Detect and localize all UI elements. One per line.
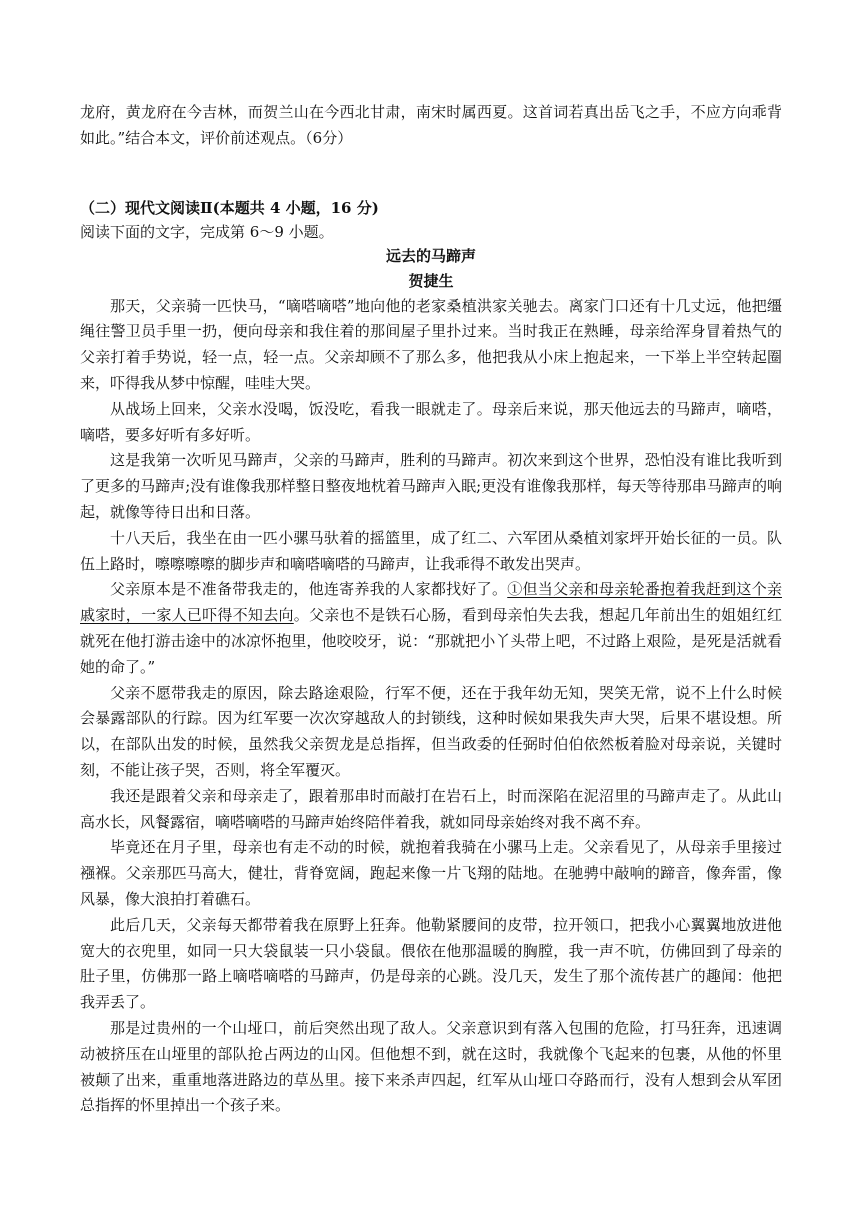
- paragraph-1: 那天，父亲骑一匹快马，“嘀嗒嘀嗒”地向他的老家桑植洪家关驰去。离家门口还有十几丈远，他把缰绳往警卫员手里一扔，便向母亲和我住着的那间屋子里扑过来。当时我正在熟睡，母亲给浑身冒着热气的父亲打着手势说，轻一点，轻一点。父亲却顾不了那么多，他把我从小床上抱起来，一下举上半空转起圈来，吓得我从梦中惊醒，哇哇大哭。: [80, 296, 782, 392]
- paragraph-7: 我还是跟着父亲和母亲走了，跟着那串时而敲打在岩石上，时而深陷在泥沼里的马蹄声走了。从此山高水长，风餐露宿，嘀嗒嘀嗒的马蹄声始终陪伴着我，就如同母亲始终对我不离不弃。: [80, 786, 782, 831]
- paragraph-2: 从战场上回来，父亲水没喝，饭没吃，看我一眼就走了。母亲后来说，那天他远去的马蹄声，嘀嗒，嘀嗒，要多好听有多好听。: [80, 399, 782, 444]
- paragraph-6: 父亲不愿带我走的原因，除去路途艰险，行军不便，还在于我年幼无知，哭笑无常，说不上什么时候会暴露部队的行踪。因为红军要一次次穿越敌人的封锁线，这种时候如果我失声大哭，后果不堪设想。所以，在部队出发的时候，虽然我父亲贺龙是总指挥，但当政委的任弼时伯伯依然板着脸对母亲说，关键时刻，不能让孩子哭，否则，将全军覆灭。: [80, 683, 782, 779]
- article-title: 远去的马蹄声: [385, 246, 476, 265]
- paragraph-3: 这是我第一次听见马蹄声，父亲的马蹄声，胜利的马蹄声。初次来到这个世界，恐怕没有谁比我听到了更多的马蹄声;没有谁像我那样整日整夜地枕着马蹄声入眠;更没有谁像我那样，每天等待那串马蹄声的响起，就像等待日出和日落。: [80, 451, 782, 521]
- paragraph-5-rest: 。父亲也不是铁石心肠，看到母亲怕失去我，想起几年前出生的姐姐红红就死在他打游击途中的冰凉怀抱里，他咬咬牙，说：“那就把小丫头带上吧，不过路上艰险，是死是活就看她的命了。”: [80, 606, 782, 676]
- article-author: 贺捷生: [408, 271, 454, 290]
- section-heading: （二）现代文阅读Ⅱ(本题共 4 小题，16 分): [80, 198, 379, 217]
- paragraph-9: 此后几天，父亲每天都带着我在原野上狂奔。他勒紧腰间的皮带，拉开领口，把我小心翼翼地放进他宽大的衣兜里，如同一只大袋鼠装一只小袋鼠。偎依在他那温暖的胸膛，我一声不吭，仿佛回到了母亲的肚子里，仿佛那一路上嘀嗒嘀嗒的马蹄声，仍是母亲的心跳。没几天，发生了那个流传甚广的趣闻：他把我弄丢了。: [80, 915, 782, 1012]
- paragraph-8: 毕竟还在月子里，母亲也有走不动的时候，就抱着我骑在小骡马上走。父亲看见了，从母亲手里接过襁褓。父亲那匹马高大，健壮，背脊宽阔，跑起来像一片飞翔的陆地。在驰骋中敲响的蹄音，像奔雷，像风暴，像大浪拍打着礁石。: [80, 838, 782, 908]
- paragraph-5: [80, 577, 782, 680]
- section-instruction: 阅读下面的文字，完成第 6～9 小题。: [80, 222, 334, 241]
- section-gap: [80, 152, 782, 196]
- underlined-sentence-1: ①但当父亲和母亲轮番抱着我赶到这个亲戚家时，一家人已吓得不知去向: [80, 580, 782, 625]
- paragraph-4: 十八天后，我坐在由一匹小骡马驮着的摇篮里，成了红二、六军团从桑植刘家坪开始长征的一员。队伍上路时，嚓嚓嚓嚓的脚步声和嘀嗒嘀嗒的马蹄声，让我乖得不敢发出哭声。: [80, 528, 782, 573]
- question-fragment: 龙府，黄龙府在今吉林，而贺兰山在今西北甘肃，南宋时属西夏。这首词若真出岳飞之手，不应方向乖背如此。”结合本文，评价前述观点。（6分）: [80, 103, 782, 147]
- paragraph-10: 那是过贵州的一个山垭口，前后突然出现了敌人。父亲意识到有落入包围的危险，打马狂奔，迅速调动被挤压在山垭里的部队抢占两边的山冈。但他想不到，就在这时，我就像个飞起来的包裹，从他的怀里被颠了出来，重重地落进路边的草丛里。接下来杀声四起，红军从山垭口夺路而行，没有人想到会从军团总指挥的怀里掉出一个孩子来。: [80, 1018, 782, 1115]
- paragraph-5-lead: 父亲原本是不准备带我走的，他连寄养我的人家都找好了。: [110, 580, 508, 599]
